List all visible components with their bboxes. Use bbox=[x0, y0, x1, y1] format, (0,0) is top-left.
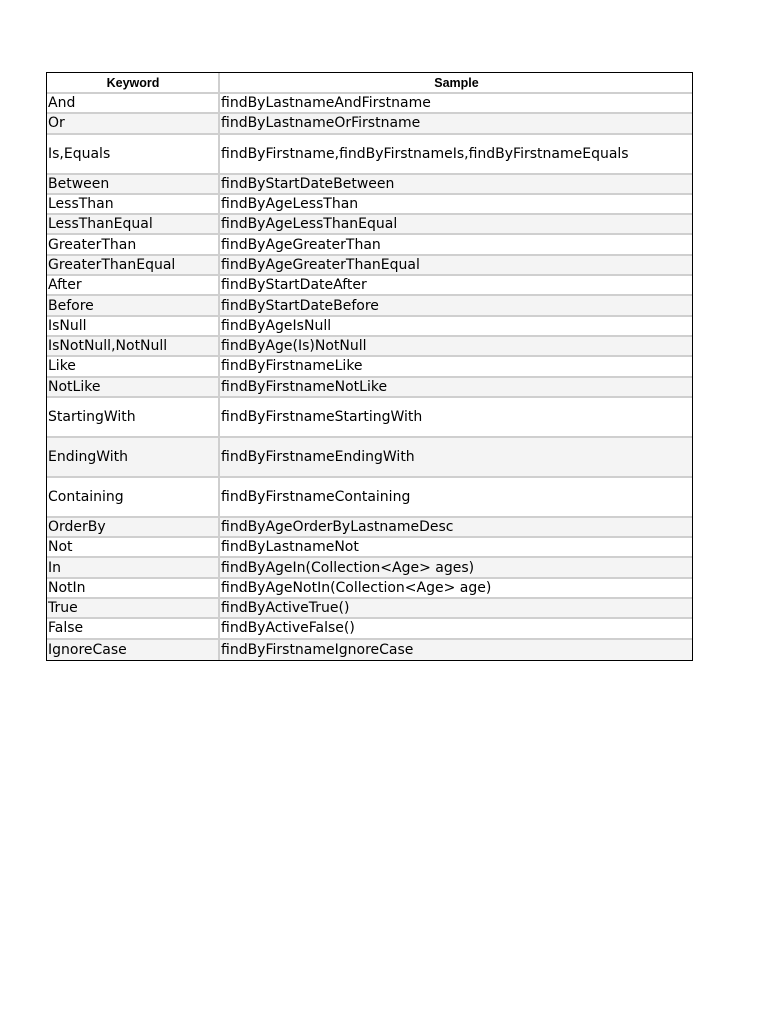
keyword-cell: Like bbox=[47, 357, 220, 377]
header-keyword: Keyword bbox=[47, 73, 220, 94]
table-header-row bbox=[47, 73, 692, 94]
sample-cell: findByActiveTrue() bbox=[220, 599, 692, 619]
sample-cell: findByAge(Is)NotNull bbox=[220, 337, 692, 357]
sample-cell: findByLastnameAndFirstname bbox=[220, 94, 692, 114]
table-row bbox=[47, 378, 692, 398]
sample-cell: findByAgeGreaterThan bbox=[220, 235, 692, 255]
keyword-cell: IsNotNull,NotNull bbox=[47, 337, 220, 357]
table-row bbox=[47, 256, 692, 276]
sample-cell: findByFirstnameLike bbox=[220, 357, 692, 377]
sample-cell: findByAgeGreaterThanEqual bbox=[220, 256, 692, 276]
table-row bbox=[47, 296, 692, 316]
keyword-table bbox=[46, 72, 693, 661]
sample-cell: findByAgeLessThan bbox=[220, 195, 692, 215]
keyword-cell: LessThanEqual bbox=[47, 215, 220, 235]
keyword-cell: Between bbox=[47, 175, 220, 195]
table-row bbox=[47, 114, 692, 134]
sample-cell: findByFirstnameNotLike bbox=[220, 378, 692, 398]
table-row bbox=[47, 317, 692, 337]
keyword-cell: LessThan bbox=[47, 195, 220, 215]
keyword-cell: Is,Equals bbox=[47, 135, 220, 175]
table-row bbox=[47, 579, 692, 599]
keyword-cell: IgnoreCase bbox=[47, 640, 220, 660]
table-row bbox=[47, 357, 692, 377]
keyword-cell: And bbox=[47, 94, 220, 114]
keyword-cell: GreaterThan bbox=[47, 235, 220, 255]
table-row bbox=[47, 175, 692, 195]
table-row bbox=[47, 195, 692, 215]
sample-cell: findByStartDateAfter bbox=[220, 276, 692, 296]
table-row bbox=[47, 235, 692, 255]
keyword-cell: True bbox=[47, 599, 220, 619]
table-row bbox=[47, 640, 692, 660]
keyword-cell: Before bbox=[47, 296, 220, 316]
sample-cell: findByAgeLessThanEqual bbox=[220, 215, 692, 235]
table-row bbox=[47, 599, 692, 619]
keyword-cell: NotLike bbox=[47, 378, 220, 398]
table-row bbox=[47, 337, 692, 357]
table-row bbox=[47, 438, 692, 478]
sample-cell: findByStartDateBetween bbox=[220, 175, 692, 195]
sample-cell: findByFirstname,findByFirstnameIs,findByFirstnameEquals bbox=[220, 135, 692, 175]
header-sample: Sample bbox=[220, 73, 692, 94]
keyword-cell: StartingWith bbox=[47, 398, 220, 438]
sample-cell: findByAgeIn(Collection<Age> ages) bbox=[220, 558, 692, 578]
table-row bbox=[47, 94, 692, 114]
keyword-cell: Containing bbox=[47, 478, 220, 518]
sample-cell: findByLastnameOrFirstname bbox=[220, 114, 692, 134]
sample-cell: findByAgeNotIn(Collection<Age> age) bbox=[220, 579, 692, 599]
table-row bbox=[47, 558, 692, 578]
table-row bbox=[47, 276, 692, 296]
sample-cell: findByStartDateBefore bbox=[220, 296, 692, 316]
sample-cell: findByFirstnameEndingWith bbox=[220, 438, 692, 478]
keyword-cell: In bbox=[47, 558, 220, 578]
keyword-cell: After bbox=[47, 276, 220, 296]
table-row bbox=[47, 538, 692, 558]
table-body bbox=[47, 94, 692, 660]
table-row bbox=[47, 398, 692, 438]
sample-cell: findByActiveFalse() bbox=[220, 619, 692, 639]
keyword-cell: NotIn bbox=[47, 579, 220, 599]
sample-cell: findByFirstnameContaining bbox=[220, 478, 692, 518]
table-row bbox=[47, 135, 692, 175]
sample-cell: findByAgeIsNull bbox=[220, 317, 692, 337]
table-row bbox=[47, 518, 692, 538]
keyword-cell: OrderBy bbox=[47, 518, 220, 538]
sample-cell: findByLastnameNot bbox=[220, 538, 692, 558]
keyword-cell: GreaterThanEqual bbox=[47, 256, 220, 276]
keyword-cell: False bbox=[47, 619, 220, 639]
keyword-cell: EndingWith bbox=[47, 438, 220, 478]
keyword-cell: IsNull bbox=[47, 317, 220, 337]
sample-cell: findByFirstnameStartingWith bbox=[220, 398, 692, 438]
keyword-cell: Not bbox=[47, 538, 220, 558]
table-row bbox=[47, 478, 692, 518]
table-row bbox=[47, 619, 692, 639]
sample-cell: findByFirstnameIgnoreCase bbox=[220, 640, 692, 660]
table-row bbox=[47, 215, 692, 235]
sample-cell: findByAgeOrderByLastnameDesc bbox=[220, 518, 692, 538]
keyword-cell: Or bbox=[47, 114, 220, 134]
